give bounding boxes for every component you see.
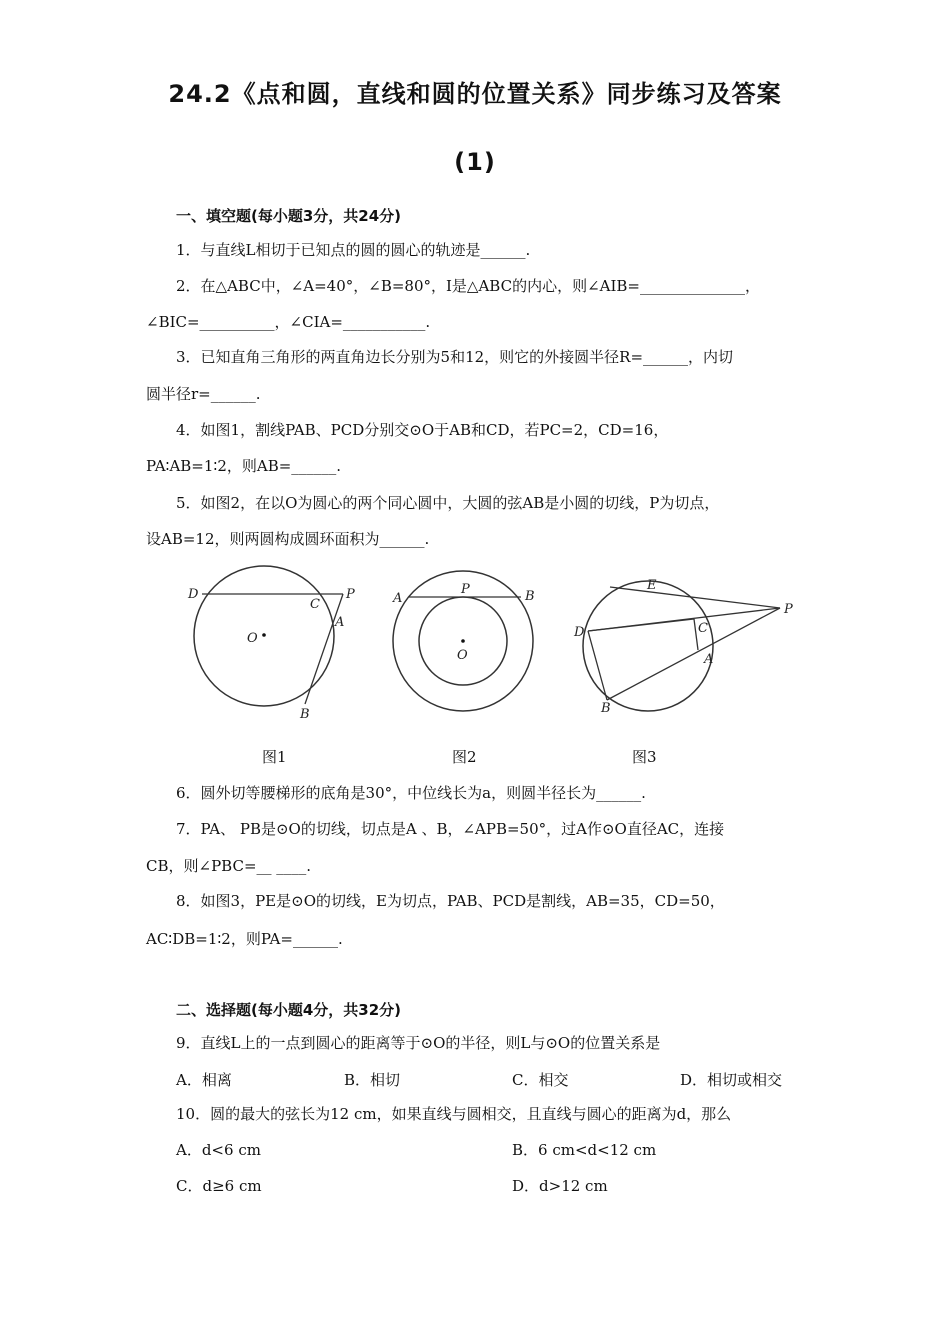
- fig3-label-e: E: [647, 578, 657, 593]
- fig2-label-b: B: [525, 589, 535, 604]
- fig1-label-c: C: [310, 597, 320, 612]
- question-10-option-b: B．6 cm<d<12 cm: [512, 1141, 657, 1159]
- question-8-line-2: AC∶DB=1∶2，则PA=______.: [146, 930, 343, 948]
- question-9-option-c: C．相交: [512, 1071, 569, 1089]
- page-title: 24.2《点和圆，直线和圆的位置关系》同步练习及答案: [168, 80, 782, 108]
- question-3-line-1: 3．已知直角三角形的两直角边长分别为5和12，则它的外接圆半径R=______，内切: [176, 348, 734, 366]
- figure-1-caption: 图1: [262, 748, 287, 766]
- question-7-line-1: 7．PA、 PB是⊙O的切线，切点是A 、B，∠APB=50°，过A作⊙O直径AC，连接: [176, 820, 725, 838]
- question-4-line-1: 4．如图1，割线PAB、PCD分别交⊙O于AB和CD，若PC=2，CD=16，: [176, 421, 669, 439]
- question-10-option-d: D．d>12 cm: [512, 1177, 608, 1195]
- fig2-label-a: A: [393, 591, 403, 606]
- fig2-label-o: O: [457, 648, 468, 663]
- section-heading-fill-in: 一、填空题(每小题3分，共24分): [176, 207, 402, 225]
- question-7-line-2: CB，则∠PBC=__ ____.: [146, 857, 312, 875]
- question-10-stem: 10．圆的最大的弦长为12 cm，如果直线与圆相交，且直线与圆心的距离为d，那么: [176, 1105, 732, 1123]
- fig2-label-p: P: [461, 582, 470, 597]
- fig1-label-o: O: [247, 631, 258, 646]
- fig1-label-p: P: [346, 587, 355, 602]
- question-5-line-1: 5．如图2，在以O为圆心的两个同心圆中，大圆的弦AB是小圆的切线，P为切点，: [176, 494, 720, 512]
- fig1-label-d: D: [188, 587, 199, 602]
- fig3-label-b: B: [601, 701, 611, 716]
- question-8-line-1: 8．如图3，PE是⊙O的切线，E为切点，PAB、PCD是割线，AB=35，CD=50，: [176, 892, 725, 910]
- question-2-line-2: ∠BIC=__________，∠CIA=___________.: [146, 313, 431, 331]
- section-heading-multiple-choice: 二、选择题(每小题4分，共32分): [176, 1001, 402, 1019]
- question-10-option-a: A．d<6 cm: [176, 1141, 261, 1159]
- question-5-line-2: 设AB=12，则两圆构成圆环面积为______.: [146, 530, 430, 548]
- question-1: 1．与直线L相切于已知点的圆的圆心的轨迹是______.: [176, 241, 531, 259]
- question-3-line-2: 圆半径r=______.: [146, 385, 261, 403]
- fig3-label-p: P: [784, 602, 793, 617]
- question-6: 6．圆外切等腰梯形的底角是30°，中位线长为a，则圆半径长为______.: [176, 784, 646, 802]
- fig3-label-a: A: [704, 652, 714, 667]
- question-9-option-b: B．相切: [344, 1071, 401, 1089]
- question-2-line-1: 2．在△ABC中，∠A=40°，∠B=80°，I是△ABC的内心，则∠AIB=______________，: [176, 277, 760, 295]
- question-4-line-2: PA∶AB=1∶2，则AB=______.: [146, 457, 342, 475]
- question-9-option-d: D．相切或相交: [680, 1071, 783, 1089]
- fig1-label-b: B: [300, 707, 310, 720]
- question-10-option-c: C．d≥6 cm: [176, 1177, 262, 1195]
- figure-3-caption: 图3: [632, 748, 657, 766]
- figure-2: [385, 560, 545, 725]
- fig3-label-d: D: [574, 625, 585, 640]
- fig3-label-c: C: [698, 621, 708, 636]
- question-9-option-a: A．相离: [176, 1071, 232, 1089]
- figure-3: [565, 570, 810, 720]
- question-9-stem: 9．直线L上的一点到圆心的距离等于⊙O的半径，则L与⊙O的位置关系是: [176, 1034, 661, 1052]
- page-title-number: (1): [454, 148, 496, 176]
- figure-1: [180, 560, 370, 720]
- figure-2-caption: 图2: [452, 748, 477, 766]
- fig1-label-a: A: [335, 615, 345, 630]
